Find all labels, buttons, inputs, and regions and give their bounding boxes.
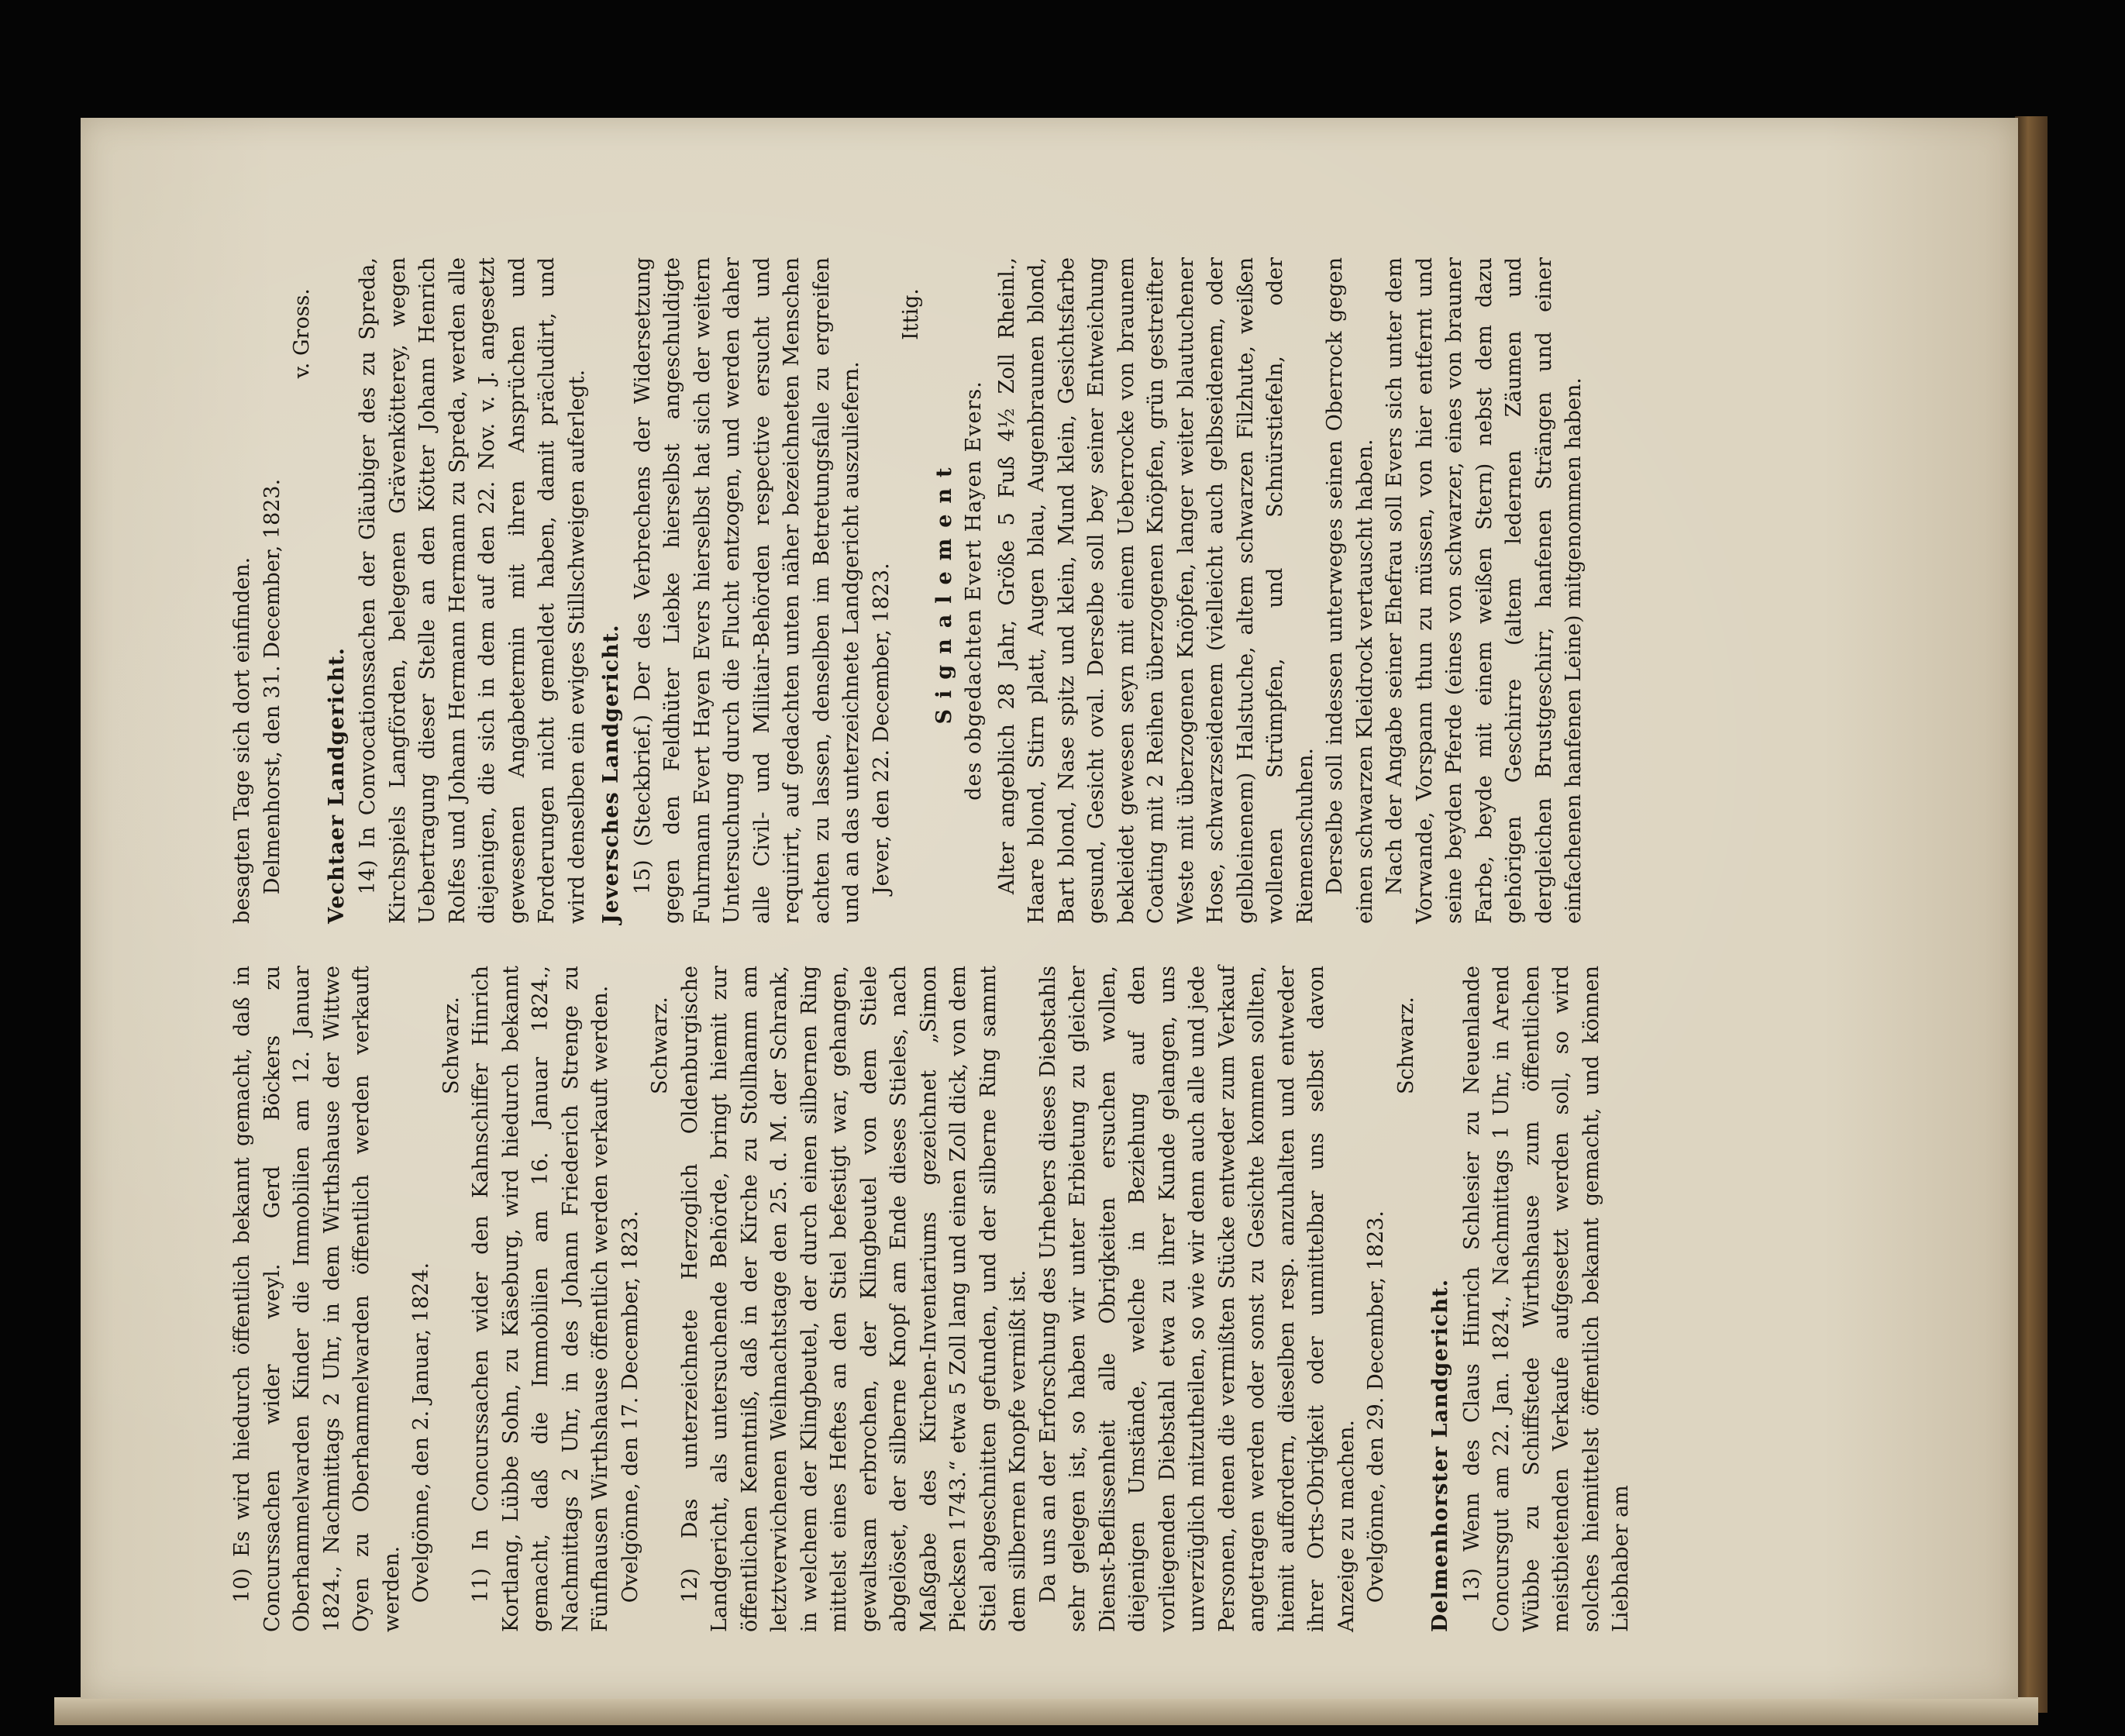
book-spine: [2015, 116, 2048, 1713]
notice-11: 11) In Concurssachen wider den Kahnschiffer Hinrich Kortlang, Lübbe Sohn, zu Käseburg, wird hiedurch bekannt gemacht, daß die Immobilien am 16. Januar 1824., Nachmittags 2 Uhr, in des Johann Friederich Strenge zu Fünfhausen Wirthshause öffentlich werden verkauft werden.: [469, 966, 612, 1632]
notice-15-signature: Ittig.: [899, 288, 923, 340]
notice-10-date: Ovelgönne, den 2. Januar, 1824.: [409, 1262, 433, 1603]
book-page: [81, 118, 2018, 1699]
heading-vechta-court: Vechtaer Landgericht.: [324, 647, 349, 924]
heading-delmenhorst-court: Delmenhorster Landgericht.: [1428, 1278, 1452, 1632]
notice-15: 15) (Steckbrief.) Der des Verbrechens der Widersetzung gegen den Feldhüter Liebke hierselbst angeschuldigte Fuhrmann Evert Hayen Evers hierselbst hat sich der weitern Untersuchung durch die Flucht entzogen, und werden daher alle Civil- und Militair-Behörden respective ersucht und requirirt, auf gedachten unten näher bezeichneten Menschen achten zu lassen, denselben im Betretungsfalle zu ergreifen und an das unterzeichnete Landgericht auszuliefern.: [630, 257, 863, 924]
rotated-text-block: [81, 118, 2018, 1699]
heading-jever-court: Jeversches Landgericht.: [599, 624, 623, 924]
signalement-heading: Signalement: [932, 456, 956, 725]
signalement-note: Derselbe soll indessen unterweges seinen Oberrock gegen einen schwarzen Kleidrock vertauscht haben.: [1323, 257, 1377, 924]
notice-12-part2: Da uns an der Erforschung des Urhebers dieses Diebstahls sehr gelegen ist, so haben wir unter Erbietung zu gleicher Dienst-Beflissenheit alle Obrigkeiten ersuchen wollen, diejenigen Umstände, welche in Beziehung auf den vorliegenden Diebstahl etwa zu ihrer Kunde gelangen, uns unverzüglich mitzutheilen, so wie wir denn auch alle und jede Personen, denen die vermißten Stücke entweder zum Verkauf angetragen werden oder sonst zu Gesichte kommen sollten, hiemit auffordern, dieselben resp. anzuhalten und entweder ihrer Orts-Obrigkeit oder unmittelbar uns selbst davon Anzeige zu machen.: [1035, 966, 1359, 1632]
notice-12-date: Ovelgönne, den 29. December, 1823.: [1364, 1210, 1388, 1603]
page-edge: [54, 1697, 2038, 1725]
notice-14: 14) In Convocationssachen der Gläubiger des zu Spreda, Kirchspiels Langförden, belegenen Grävenkötterey, wegen Uebertragung dieser Stelle an den Kötter Johann Henrich Rolfes und Johann Hermann Hermann zu Spreda, werden alle diejenigen, die sich in dem auf den 22. Nov. v. J. angesetzt gewesenen Angabetermin mit ihren Ansprüchen und Forderungen nicht gemeldet haben, damit präcludirt, und wird denselben ein ewiges Stillschweigen auferlegt.: [356, 257, 589, 924]
notice-10-signature: Schwarz.: [439, 997, 463, 1094]
notice-15-date: Jever, den 22. December, 1823.: [869, 563, 894, 895]
notice-13-date: Delmenhorst, den 31. December, 1823.: [260, 478, 284, 895]
notice-12-signature: Schwarz.: [1393, 997, 1418, 1094]
signalement-flight-details: Nach der Angabe seiner Ehefrau soll Evers sich unter dem Vorwande, Vorspann thun zu müssen, von hier entfernt und seine beyden Pferde (eines von schwarzer, eines von brauner Farbe, beyde mit einem weißen Stern) nebst dem dazu gehörigen Geschirre (altem ledernen Zäumen und dergleichen Brustgeschirr, hanfenen Strängen und einer einfachenen hanfenen Leine) mitgenommen haben.: [1383, 257, 1586, 924]
notice-12-part1: 12) Das unterzeichnete Herzoglich Oldenburgische Landgericht, als untersuchende Behörde, bringt hiemit zur öffentlichen Kenntniß, daß in der Kirche zu Stollhamm am letztverwichenen Weihnachtstage den 25. d. M. der Schrank, in welchem der Klingbeutel, der durch einen silbernen Ring mittelst eines Heftes an den Stiel befestigt war, gehangen, gewaltsam erbrochen, der Klingbeutel von dem Stiele abgelöset, der silberne Knopf am Ende dieses Stieles, nach Maßgabe des Kirchen-Inventariums gezeichnet „Simon Piecksen 1743.“ etwa 5 Zoll lang und einen Zoll dick, von dem Stiel abgeschnitten gefunden, und der silberne Ring sammt dem silbernen Knopfe vermißt ist.: [677, 966, 1030, 1632]
notice-13: 13) Wenn des Claus Hinrich Schlesier zu Neuenlande Concursgut am 22. Jan. 1824., Nachmittags 1 Uhr, in Arend Wübbe zu Schiffstede Wirthshause zum öffentlichen meistbietenden Verkaufe aufgesetzt werden soll, so wird solches hiemittelst öffentlich bekannt gemacht, und können Liebhaber am: [1459, 966, 1633, 1632]
notice-13-continued: besagten Tage sich dort einfinden.: [230, 556, 254, 924]
right-column: [228, 257, 1589, 924]
left-column: [228, 966, 1637, 1632]
signalement-subheading: des obgedachten Evert Hayen Evers.: [962, 381, 986, 801]
notice-13-signature: v. Gross.: [290, 288, 314, 379]
notice-10: 10) Es wird hiedurch öffentlich bekannt gemacht, daß in Concurssachen wider weyl. Gerd Böckers zu Oberhammelwarden Kinder die Immobilien am 12. Januar 1824., Nachmittags 2 Uhr, in dem Wirthshause der Wittwe Oyen zu Oberhammelwarden öffentlich werden verkauft werden.: [230, 966, 404, 1632]
signalement-description: Alter angeblich 28 Jahr, Größe 5 Fuß 4½ Zoll Rheinl., Haare blond, Stirn platt, Augen blau, Augenbraunen blond, Bart blond, Nase spitz und klein, Mund klein, Gesichtsfarbe gesund, Gesicht oval. Derselbe soll bey seiner Entweichung bekleidet gewesen seyn mit einem Ueberrocke von braunem Coating mit 2 Reihen überzogenen Knöpfen, grün gestreifter Weste mit überzogenen Knöpfen, langer weiter blautuchener Hose, schwarzseidenem (vielleicht auch gelbseidenem, oder gelbleinenem) Halstuche, altem schwarzen Filzhute, weißen wollenen Strümpfen, und Schnürstiefeln, oder Riemenschuhen.: [994, 257, 1317, 924]
notice-11-signature: Schwarz.: [648, 997, 672, 1094]
notice-11-date: Ovelgönne, den 17. December, 1823.: [618, 1210, 642, 1603]
